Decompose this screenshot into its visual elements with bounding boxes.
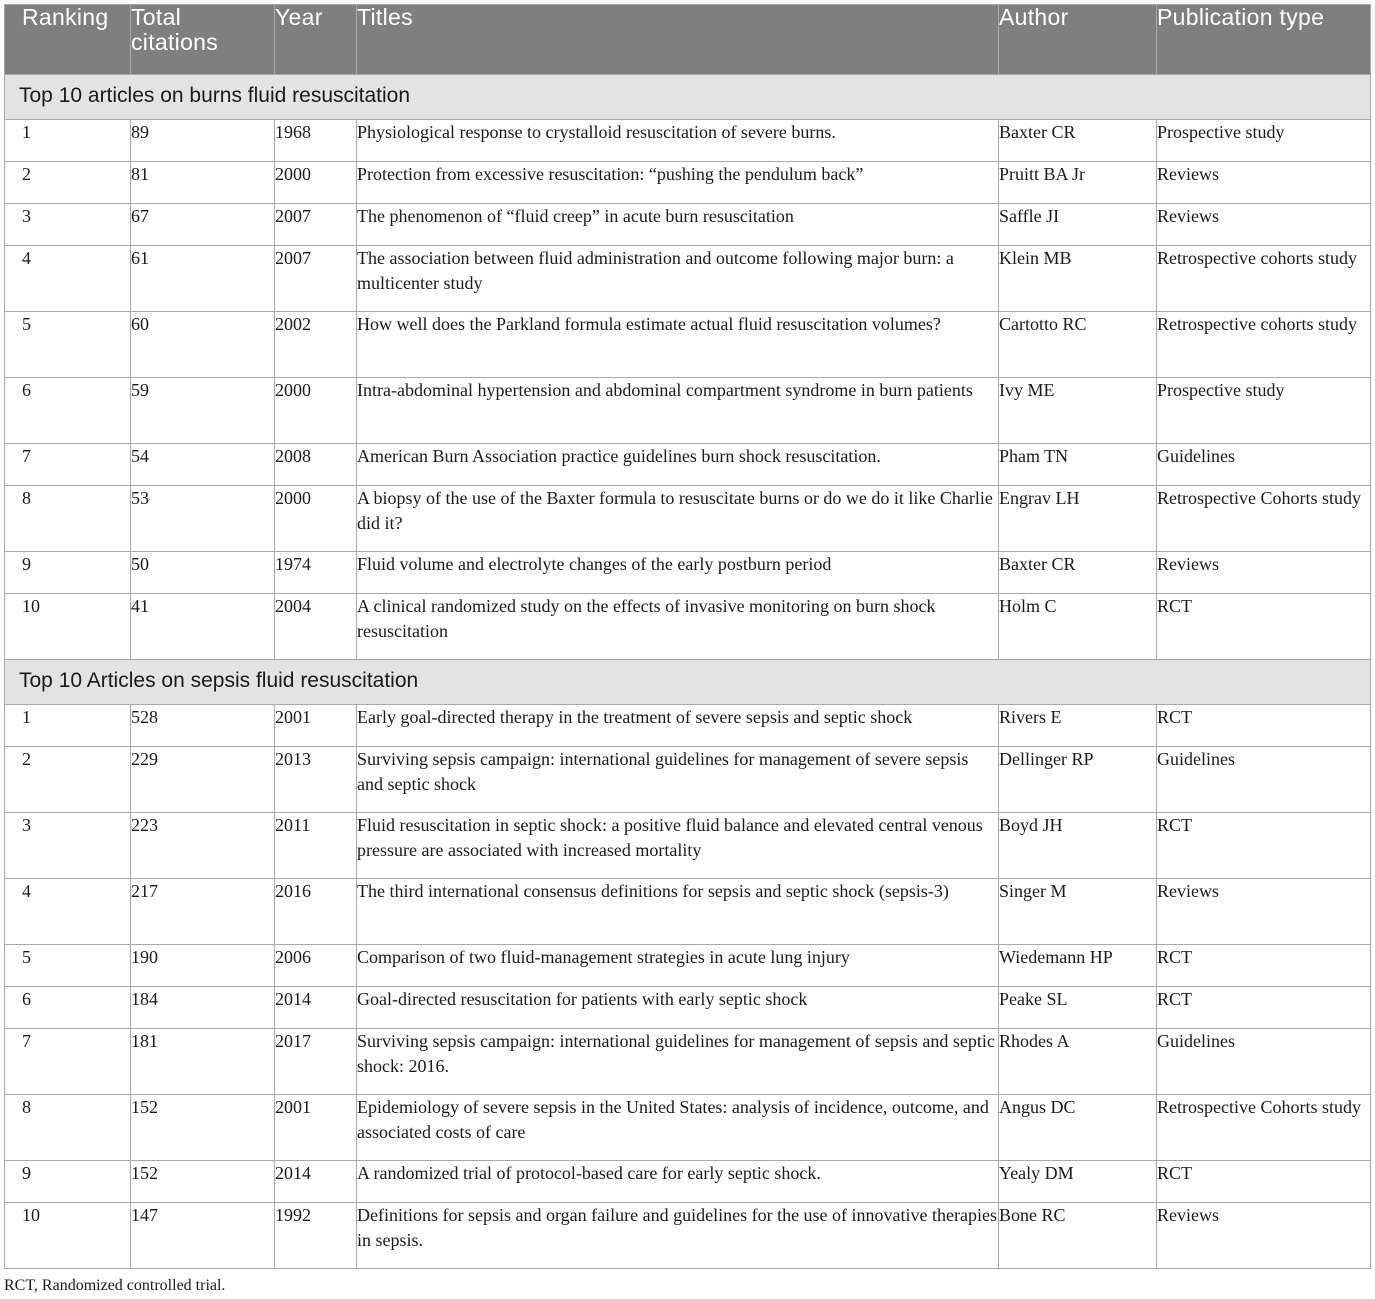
header-titles: Titles <box>357 5 999 75</box>
table-row <box>5 246 1371 312</box>
citations-cell: 61 <box>131 246 275 312</box>
rank-cell: 6 <box>5 987 131 1029</box>
year-cell: 2001 <box>275 1095 357 1161</box>
title-cell: Fluid resuscitation in septic shock: a positive fluid balance and elevated central venous pressure are associated with increased mortality <box>357 813 999 879</box>
title-cell: How well does the Parkland formula estimate actual fluid resuscitation volumes? <box>357 312 999 378</box>
title-cell: A randomized trial of protocol-based care for early septic shock. <box>357 1161 999 1203</box>
rank-cell: 7 <box>5 1029 131 1095</box>
publication-type-cell: Reviews <box>1157 162 1371 204</box>
rank-cell: 7 <box>5 444 131 486</box>
title-cell: Physiological response to crystalloid resuscitation of severe burns. <box>357 120 999 162</box>
publication-type-cell: RCT <box>1157 987 1371 1029</box>
table-row <box>5 552 1371 594</box>
citations-cell: 181 <box>131 1029 275 1095</box>
title-cell: Comparison of two fluid-management strategies in acute lung injury <box>357 945 999 987</box>
header-publication-type: Publication type <box>1157 5 1371 75</box>
author-cell: Bone RC <box>999 1203 1157 1269</box>
citations-cell: 59 <box>131 378 275 444</box>
author-cell: Klein MB <box>999 246 1157 312</box>
rank-cell: 10 <box>5 594 131 660</box>
title-cell: Early goal-directed therapy in the treatment of severe sepsis and septic shock <box>357 705 999 747</box>
year-cell: 2001 <box>275 705 357 747</box>
rank-cell: 4 <box>5 879 131 945</box>
author-cell: Pham TN <box>999 444 1157 486</box>
section-header-row <box>5 75 1371 120</box>
citations-cell: 89 <box>131 120 275 162</box>
citations-cell: 528 <box>131 705 275 747</box>
author-cell: Wiedemann HP <box>999 945 1157 987</box>
citations-cell: 50 <box>131 552 275 594</box>
citations-cell: 217 <box>131 879 275 945</box>
title-cell: Intra-abdominal hypertension and abdominal compartment syndrome in burn patients <box>357 378 999 444</box>
citations-cell: 229 <box>131 747 275 813</box>
publication-type-cell: Reviews <box>1157 552 1371 594</box>
year-cell: 2017 <box>275 1029 357 1095</box>
citations-cell: 152 <box>131 1161 275 1203</box>
publication-type-cell: Guidelines <box>1157 1029 1371 1095</box>
title-cell: Fluid volume and electrolyte changes of the early postburn period <box>357 552 999 594</box>
header-author: Author <box>999 5 1157 75</box>
publication-type-cell: RCT <box>1157 945 1371 987</box>
section-header-row <box>5 660 1371 705</box>
header-total-citations: Total citations <box>131 5 275 75</box>
rank-cell: 6 <box>5 378 131 444</box>
footnote: RCT, Randomized controlled trial. <box>4 1277 226 1294</box>
title-cell: Goal-directed resuscitation for patients with early septic shock <box>357 987 999 1029</box>
year-cell: 2000 <box>275 486 357 552</box>
rank-cell: 3 <box>5 204 131 246</box>
rank-cell: 8 <box>5 486 131 552</box>
table-row <box>5 378 1371 444</box>
table-row <box>5 1203 1371 1269</box>
publication-type-cell: Retrospective cohorts study <box>1157 312 1371 378</box>
citations-cell: 54 <box>131 444 275 486</box>
title-cell: Epidemiology of severe sepsis in the United States: analysis of incidence, outcome, and associated costs of care <box>357 1095 999 1161</box>
publication-type-cell: RCT <box>1157 813 1371 879</box>
year-cell: 2002 <box>275 312 357 378</box>
title-cell: Surviving sepsis campaign: international guidelines for management of sepsis and septic shock: 2016. <box>357 1029 999 1095</box>
table-row <box>5 705 1371 747</box>
rank-cell: 5 <box>5 312 131 378</box>
author-cell: Boyd JH <box>999 813 1157 879</box>
citations-cell: 41 <box>131 594 275 660</box>
publication-type-cell: RCT <box>1157 1161 1371 1203</box>
rank-cell: 5 <box>5 945 131 987</box>
rank-cell: 2 <box>5 162 131 204</box>
citations-cell: 67 <box>131 204 275 246</box>
table-row <box>5 162 1371 204</box>
author-cell: Cartotto RC <box>999 312 1157 378</box>
author-cell: Engrav LH <box>999 486 1157 552</box>
year-cell: 1974 <box>275 552 357 594</box>
rank-cell: 4 <box>5 246 131 312</box>
year-cell: 2014 <box>275 987 357 1029</box>
publication-type-cell: RCT <box>1157 594 1371 660</box>
author-cell: Rivers E <box>999 705 1157 747</box>
author-cell: Baxter CR <box>999 552 1157 594</box>
year-cell: 2007 <box>275 246 357 312</box>
author-cell: Saffle JI <box>999 204 1157 246</box>
publication-type-cell: Retrospective Cohorts study <box>1157 486 1371 552</box>
author-cell: Dellinger RP <box>999 747 1157 813</box>
header-ranking: Ranking <box>5 5 131 75</box>
year-cell: 1968 <box>275 120 357 162</box>
table-row <box>5 747 1371 813</box>
table-row <box>5 594 1371 660</box>
section-title: Top 10 Articles on sepsis fluid resuscitation <box>5 660 1371 705</box>
table-row <box>5 945 1371 987</box>
author-cell: Holm C <box>999 594 1157 660</box>
title-cell: Protection from excessive resuscitation: “pushing the pendulum back” <box>357 162 999 204</box>
year-cell: 2000 <box>275 162 357 204</box>
table-row <box>5 312 1371 378</box>
table-row <box>5 813 1371 879</box>
table-row <box>5 1095 1371 1161</box>
author-cell: Baxter CR <box>999 120 1157 162</box>
year-cell: 2014 <box>275 1161 357 1203</box>
table-row <box>5 444 1371 486</box>
title-cell: The association between fluid administration and outcome following major burn: a multicenter study <box>357 246 999 312</box>
title-cell: Surviving sepsis campaign: international guidelines for management of severe sepsis and septic shock <box>357 747 999 813</box>
citations-table <box>4 4 1371 1269</box>
header-row <box>5 5 1371 75</box>
title-cell: The phenomenon of “fluid creep” in acute burn resuscitation <box>357 204 999 246</box>
citations-cell: 184 <box>131 987 275 1029</box>
rank-cell: 9 <box>5 552 131 594</box>
publication-type-cell: Reviews <box>1157 879 1371 945</box>
publication-type-cell: RCT <box>1157 705 1371 747</box>
rank-cell: 3 <box>5 813 131 879</box>
year-cell: 1992 <box>275 1203 357 1269</box>
year-cell: 2013 <box>275 747 357 813</box>
citations-cell: 152 <box>131 1095 275 1161</box>
author-cell: Yealy DM <box>999 1161 1157 1203</box>
year-cell: 2007 <box>275 204 357 246</box>
table-row <box>5 204 1371 246</box>
publication-type-cell: Prospective study <box>1157 378 1371 444</box>
year-cell: 2016 <box>275 879 357 945</box>
table-row <box>5 486 1371 552</box>
publication-type-cell: Prospective study <box>1157 120 1371 162</box>
title-cell: Definitions for sepsis and organ failure and guidelines for the use of innovative therapies in sepsis. <box>357 1203 999 1269</box>
rank-cell: 1 <box>5 705 131 747</box>
author-cell: Ivy ME <box>999 378 1157 444</box>
table-row <box>5 879 1371 945</box>
publication-type-cell: Retrospective Cohorts study <box>1157 1095 1371 1161</box>
title-cell: A clinical randomized study on the effects of invasive monitoring on burn shock resuscitation <box>357 594 999 660</box>
citations-cell: 223 <box>131 813 275 879</box>
citations-cell: 60 <box>131 312 275 378</box>
citations-cell: 147 <box>131 1203 275 1269</box>
table-row <box>5 120 1371 162</box>
header-year: Year <box>275 5 357 75</box>
year-cell: 2004 <box>275 594 357 660</box>
publication-type-cell: Reviews <box>1157 204 1371 246</box>
author-cell: Peake SL <box>999 987 1157 1029</box>
author-cell: Pruitt BA Jr <box>999 162 1157 204</box>
title-cell: A biopsy of the use of the Baxter formula to resuscitate burns or do we do it like Charlie did it? <box>357 486 999 552</box>
table-row <box>5 1161 1371 1203</box>
rank-cell: 8 <box>5 1095 131 1161</box>
table-row <box>5 987 1371 1029</box>
year-cell: 2000 <box>275 378 357 444</box>
citations-cell: 53 <box>131 486 275 552</box>
rank-cell: 9 <box>5 1161 131 1203</box>
publication-type-cell: Reviews <box>1157 1203 1371 1269</box>
author-cell: Angus DC <box>999 1095 1157 1161</box>
citations-cell: 190 <box>131 945 275 987</box>
author-cell: Rhodes A <box>999 1029 1157 1095</box>
publication-type-cell: Retrospective cohorts study <box>1157 246 1371 312</box>
table-row <box>5 1029 1371 1095</box>
section-title: Top 10 articles on burns fluid resuscitation <box>5 75 1371 120</box>
title-cell: American Burn Association practice guidelines burn shock resuscitation. <box>357 444 999 486</box>
author-cell: Singer M <box>999 879 1157 945</box>
publication-type-cell: Guidelines <box>1157 747 1371 813</box>
citations-cell: 81 <box>131 162 275 204</box>
rank-cell: 2 <box>5 747 131 813</box>
year-cell: 2011 <box>275 813 357 879</box>
year-cell: 2006 <box>275 945 357 987</box>
rank-cell: 1 <box>5 120 131 162</box>
publication-type-cell: Guidelines <box>1157 444 1371 486</box>
title-cell: The third international consensus definitions for sepsis and septic shock (sepsis-3) <box>357 879 999 945</box>
year-cell: 2008 <box>275 444 357 486</box>
rank-cell: 10 <box>5 1203 131 1269</box>
